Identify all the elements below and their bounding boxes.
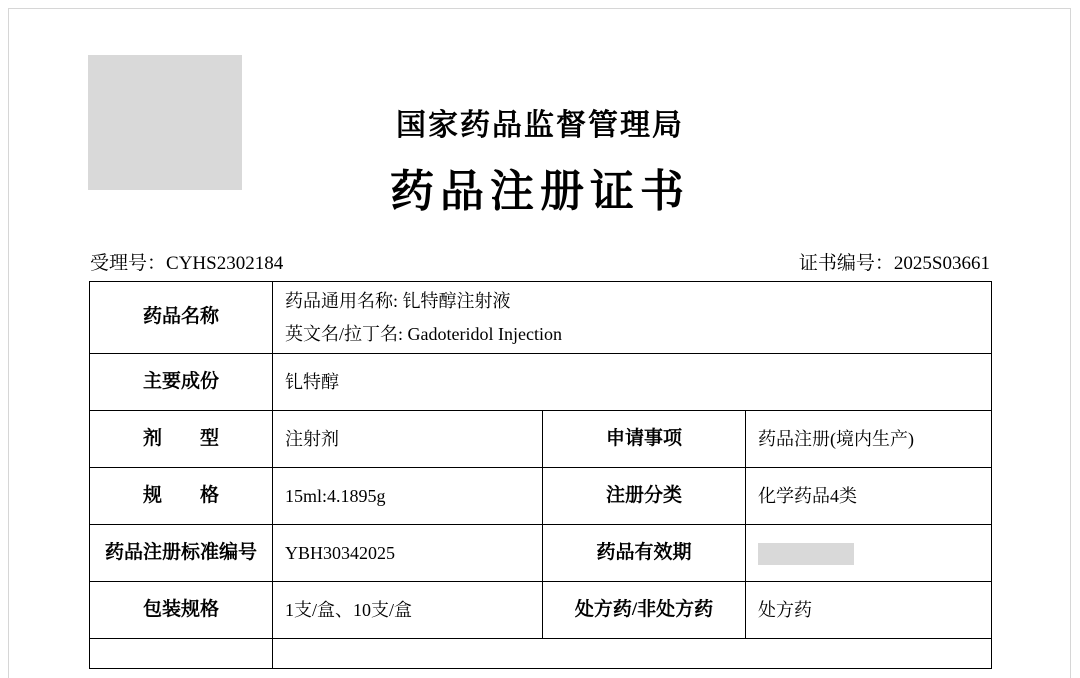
acceptance-number-value: CYHS2302184 [166,252,284,274]
english-name-line: 英文名/拉丁名: Gadoteridol Injection [285,323,562,344]
table-row [90,468,992,525]
row-value-standard-number: YBH30342025 [273,525,543,582]
certificate-number-label: 证书编号： [798,252,894,274]
table-row [90,354,992,411]
certificate-table [89,281,992,669]
document-title: 药品注册证书 [390,167,690,216]
acceptance-number [90,248,283,275]
row-value-main-ingredient: 钆特醇 [273,354,992,411]
row-value-specification: 15ml:4.1895g [273,468,543,525]
row-value-registration-category: 化学药品4类 [746,468,992,525]
row-label-standard-number: 药品注册标准编号 [90,525,273,582]
row-label-main-ingredient: 主要成份 [90,354,273,411]
row-value-validity-period [746,525,992,582]
row-label-prescription-type: 处方药/非处方药 [543,582,746,639]
row-label-dosage-form: 剂 型 [90,411,273,468]
row-label-drug-name: 药品名称 [90,282,273,354]
row-value-prescription-type: 处方药 [746,582,992,639]
row-value-drug-name [273,282,992,354]
table-row [90,411,992,468]
table-row [90,282,992,354]
row-value-next [273,639,992,669]
table-row-partial [90,639,992,669]
row-label-package-specification: 包装规格 [90,582,273,639]
row-label-validity-period: 药品有效期 [543,525,746,582]
row-value-dosage-form: 注射剂 [273,411,543,468]
row-value-application-item: 药品注册(境内生产) [746,411,992,468]
row-label-application-item: 申请事项 [543,411,746,468]
redacted-value [758,543,854,565]
row-label-next [90,639,273,669]
generic-name-line: 药品通用名称: 钆特醇注射液 [285,290,511,311]
certificate-number [799,248,990,275]
row-label-registration-category: 注册分类 [543,468,746,525]
row-value-package-specification: 1支/盒、10支/盒 [273,582,543,639]
acceptance-number-label: 受理号： [90,252,167,274]
certificate-meta-row [90,248,990,274]
row-label-specification: 规 格 [90,468,273,525]
certificate-number-value: 2025S03661 [893,252,990,274]
table-row [90,582,992,639]
organization-title: 国家药品监督管理局 [396,109,684,142]
table-row [90,525,992,582]
